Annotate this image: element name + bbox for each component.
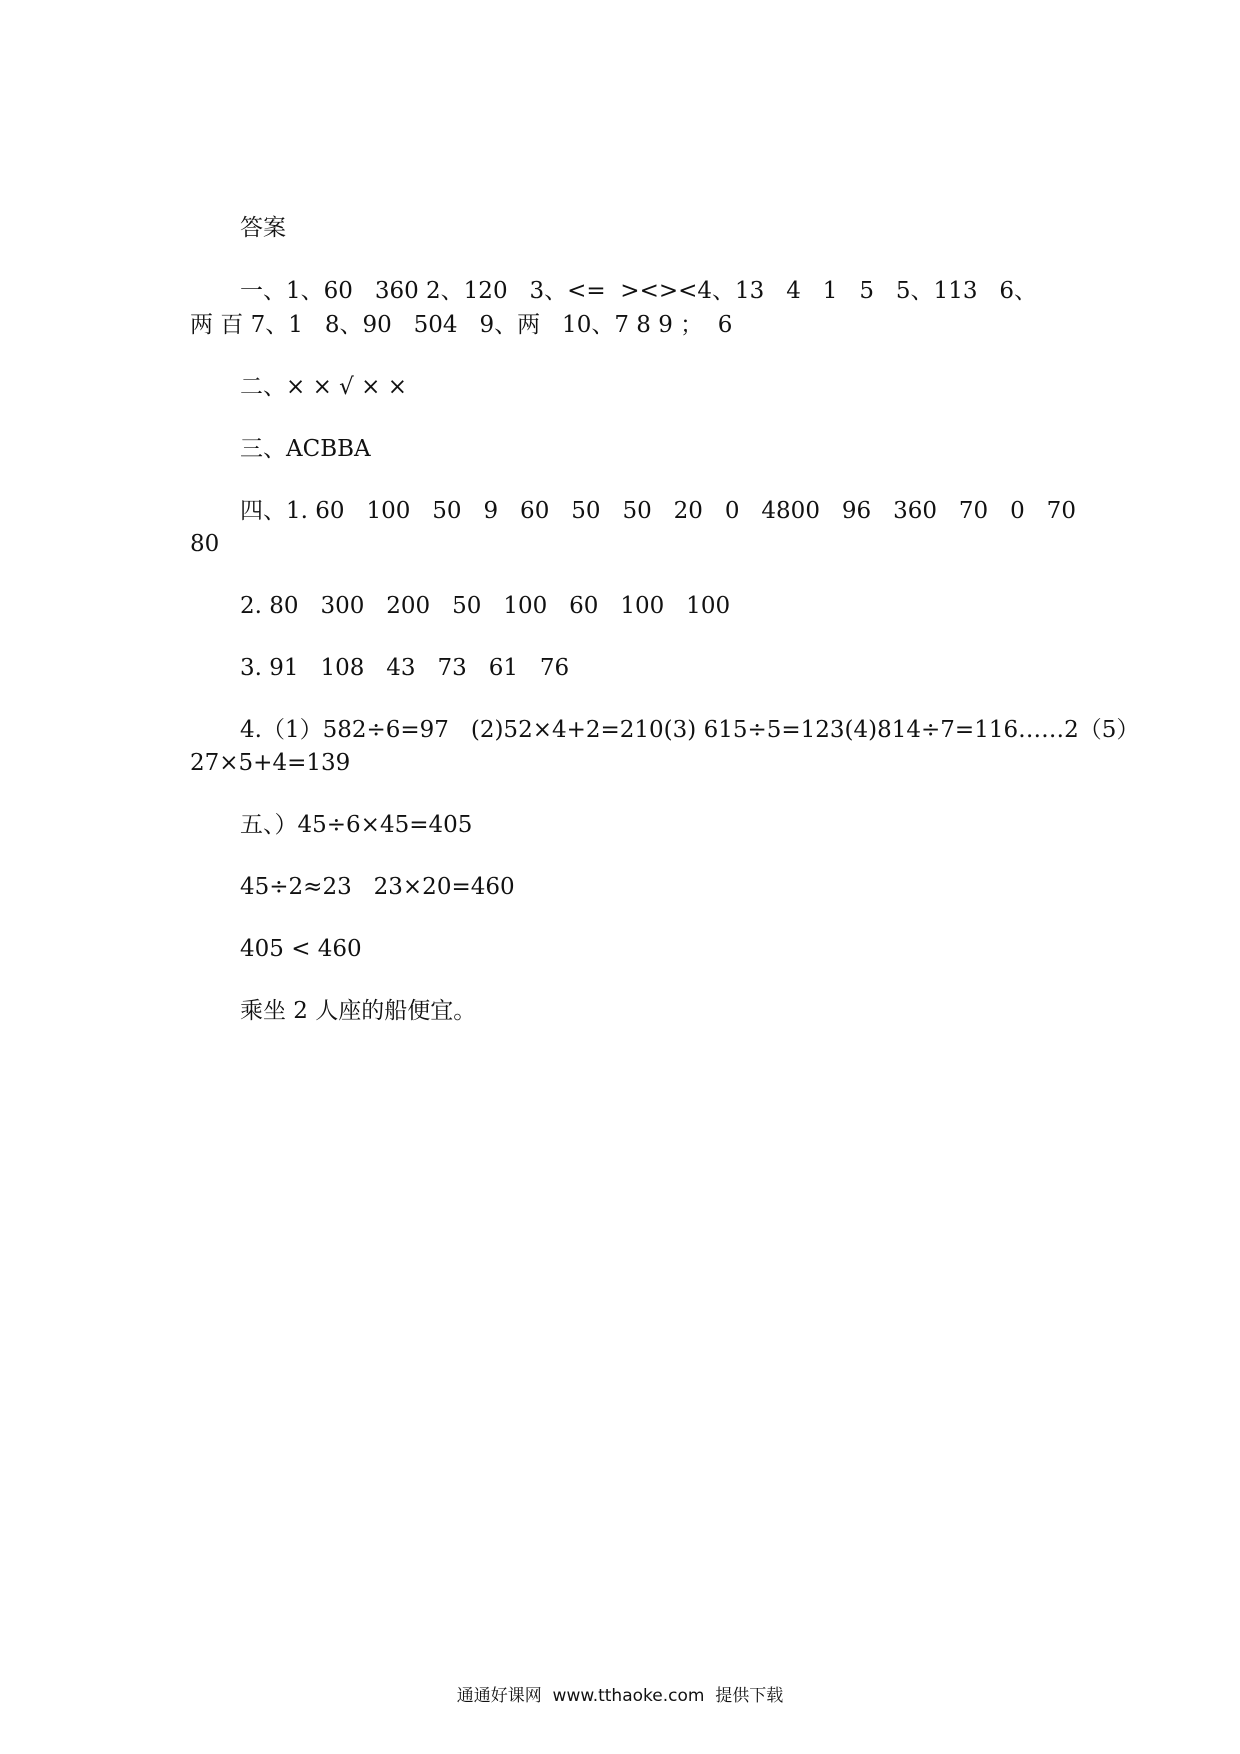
section-1-line-1: 一、1、60 360 2、120 3、<= ><><4、13 4 1 5 5、113 6、: [240, 278, 1038, 304]
section-4-q1-line-2: 80: [190, 531, 220, 557]
footer-credit: 通通好课网 www.tthaoke.com 提供下载: [456, 1686, 784, 1706]
section-2-answers: 二、× × √ × ×: [240, 374, 407, 400]
section-5-line-1: 五、）45÷6×45=405: [240, 812, 473, 838]
section-4-q4-line-1: 4.（1）582÷6=97 (2)52×4+2=210(3) 615÷5=123(4)814÷7=116……2（5）: [240, 717, 1140, 743]
answer-title: 答案: [240, 215, 286, 241]
section-5-conclusion: 乘坐 2 人座的船便宜。: [240, 998, 477, 1024]
section-4-q3: 3. 91 108 43 73 61 76: [240, 655, 570, 681]
section-4-q4-line-2: 27×5+4=139: [190, 750, 351, 776]
section-3-answers: 三、ACBBA: [240, 436, 371, 462]
section-1-line-2: 两 百 7、1 8、90 504 9、两 10、7 8 9 ； 6: [190, 312, 733, 338]
section-5-line-2: 45÷2≈23 23×20=460: [240, 874, 515, 900]
section-4-q2: 2. 80 300 200 50 100 60 100 100: [240, 593, 731, 619]
section-4-q1-line-1: 四、1. 60 100 50 9 60 50 50 20 0 4800 96 360 70 0 70: [240, 498, 1076, 524]
section-5-line-3: 405 < 460: [240, 936, 362, 962]
